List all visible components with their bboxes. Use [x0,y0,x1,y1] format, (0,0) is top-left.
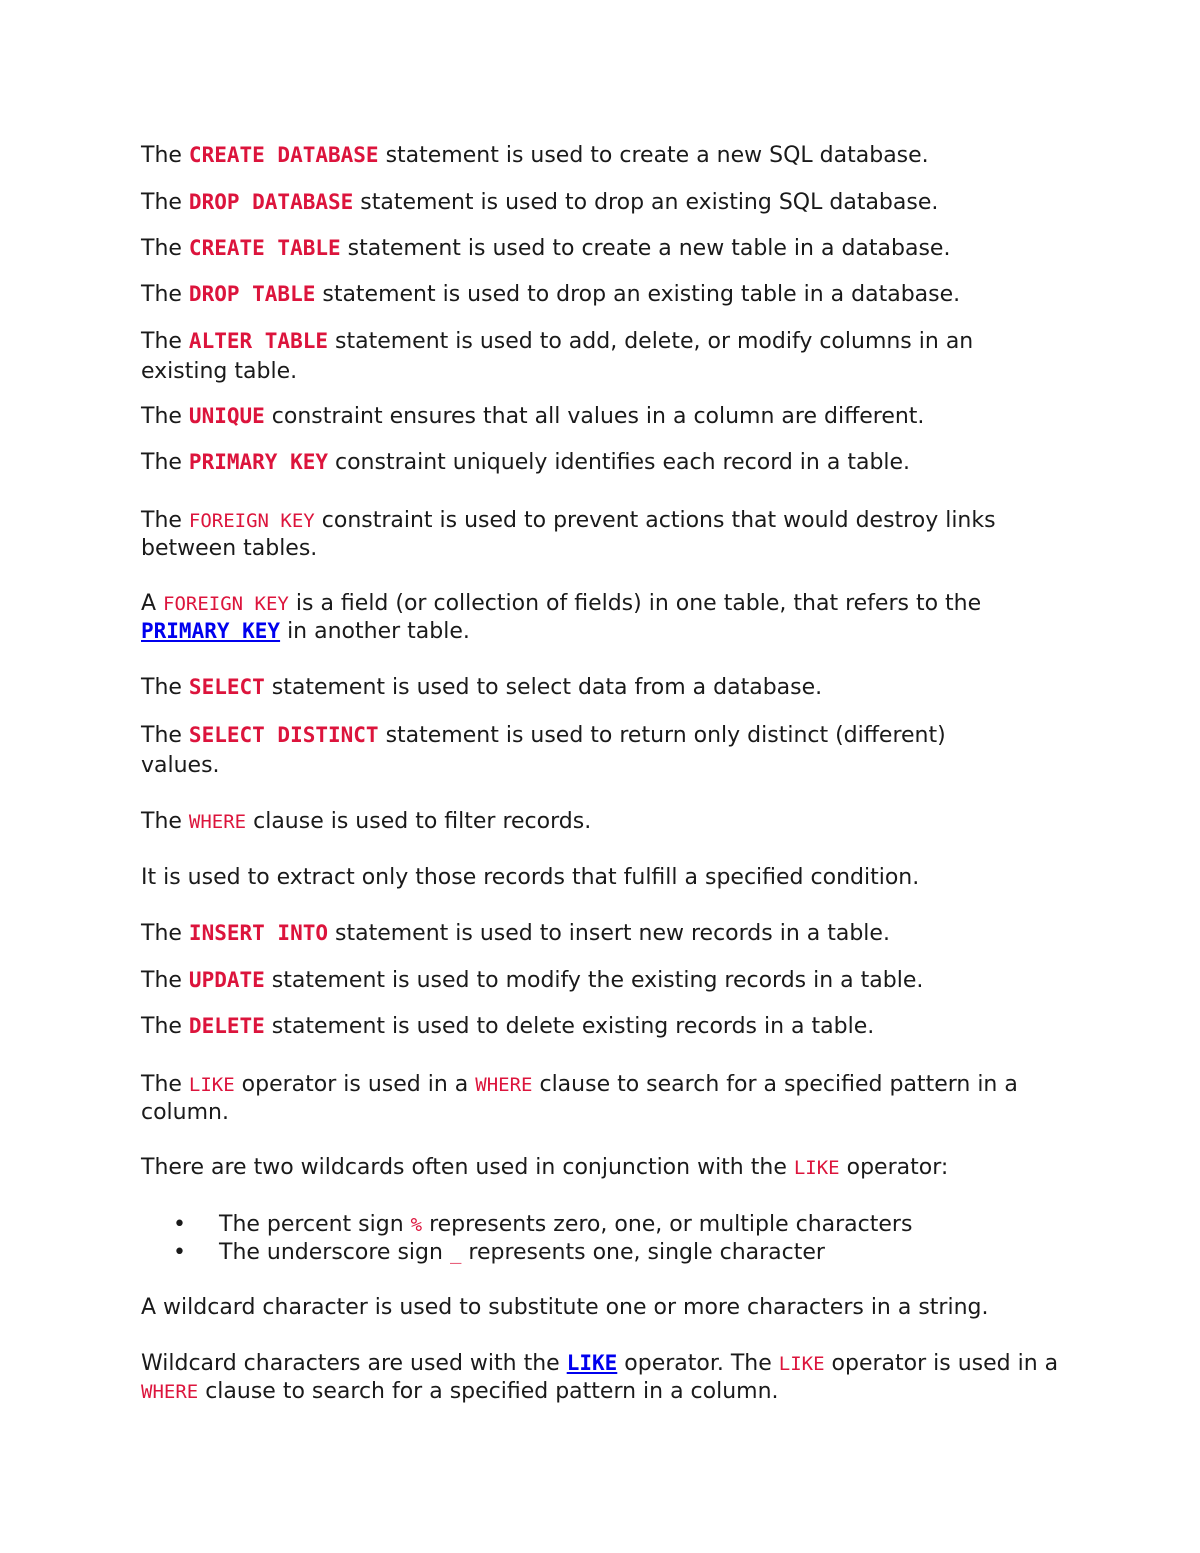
text: represents zero, one, or multiple characters [422,1212,913,1237]
text: There are two wildcards often used in conjunction with the [141,1155,794,1180]
text: constraint ensures that all values in a column are different. [264,404,925,429]
text: The [141,404,189,429]
paragraph-update [141,966,1061,995]
keyword-drop-table: DROP TABLE [188,282,316,306]
text: statement is used to modify the existing records in a table. [264,968,924,993]
keyword-update: UPDATE [188,968,265,992]
paragraph-alter-table [141,326,1031,387]
paragraph-unique [141,402,1061,431]
text: statement is used to drop an existing table in a database. [315,282,961,307]
list-item [141,1211,1061,1239]
text: represents one, single character [461,1240,825,1265]
paragraph-like-operator [141,1071,1061,1126]
text: The [141,236,189,261]
paragraph-primary-key [141,448,1061,477]
text: clause to search for a specified pattern in a column. [141,1072,1018,1125]
text: The [141,968,189,993]
paragraph-select [141,673,1061,702]
keyword-like: LIKE [188,1074,235,1096]
keyword-insert-into: INSERT INTO [188,921,328,945]
text: The [141,143,189,168]
text: operator. The [617,1351,779,1376]
text: clause to search for a specified pattern in a column. [198,1379,779,1404]
paragraph-wildcard-char: A wildcard character is used to substitute one or more characters in a string. [141,1295,989,1320]
paragraph-extract: It is used to extract only those records that fulfill a specified condition. [141,865,920,890]
text: The percent sign [219,1212,411,1237]
text: operator: [839,1155,949,1180]
primary-key-link[interactable]: PRIMARY KEY [141,619,281,643]
text: statement is used to select data from a database. [264,675,823,700]
paragraph-delete [141,1012,1061,1041]
paragraph-create-table [141,234,1061,263]
text: operator is used in a [824,1351,1059,1376]
paragraph-drop-database [141,188,1061,217]
keyword-create-table: CREATE TABLE [188,236,341,260]
text: The [141,921,189,946]
paragraph-drop-table [141,280,1061,309]
keyword-alter-table: ALTER TABLE [188,329,328,353]
paragraph-where [141,808,1061,836]
text: statement is used to create a new SQL database. [378,143,929,168]
text: is a field (or collection of fields) in one table, that refers to the [288,591,982,616]
paragraph-create-database [141,141,1061,170]
text: in another table. [280,619,470,644]
keyword-delete: DELETE [188,1014,265,1038]
keyword-unique: UNIQUE [188,404,265,428]
text: statement is used to insert new records in a table. [328,921,890,946]
keyword-foreign-key: FOREIGN KEY [188,510,315,532]
text: statement is used to create a new table in a database. [340,236,951,261]
keyword-select-distinct: SELECT DISTINCT [188,723,379,747]
text: statement is used to add, delete, or modify columns in an existing table. [141,329,974,384]
keyword-create-database: CREATE DATABASE [188,143,379,167]
keyword-where: WHERE [141,1381,199,1403]
paragraph-two-wildcards [141,1154,1061,1182]
text: The [141,809,189,834]
text: constraint uniquely identifies each record in a table. [328,450,911,475]
paragraph-foreign-key-field [141,590,991,645]
text: statement is used to return only distinct (different) values. [141,723,946,778]
keyword-where: WHERE [188,811,247,833]
text: The underscore sign [219,1240,450,1265]
keyword-where: WHERE [475,1074,533,1096]
wildcard-list [141,1211,1061,1267]
keyword-like: LIKE [793,1157,840,1179]
text: A [141,591,164,616]
text: The [141,675,189,700]
list-item [141,1239,1061,1267]
keyword-drop-database: DROP DATABASE [188,190,354,214]
keyword-like: LIKE [778,1353,825,1375]
bullet-icon: • [173,1212,186,1237]
text: operator is used in a [234,1072,476,1097]
text: statement is used to delete existing records in a table. [264,1014,875,1039]
text: The [141,1014,189,1039]
keyword-select: SELECT [188,675,265,699]
text: The [141,329,189,354]
paragraph-insert-into [141,919,1061,948]
like-link[interactable]: LIKE [566,1351,618,1375]
paragraph-wildcard-like [141,1349,1061,1406]
text: The [141,282,189,307]
paragraph-select-distinct [141,720,1016,781]
paragraph-foreign-key-constraint [141,507,1041,562]
keyword-underscore: _ [449,1242,462,1264]
text: The [141,508,189,533]
keyword-primary-key: PRIMARY KEY [188,450,328,474]
text: clause is used to filter records. [246,809,592,834]
text: The [141,190,189,215]
keyword-foreign-key: FOREIGN KEY [163,593,289,615]
text: constraint is used to prevent actions that would destroy links between tables. [141,508,996,561]
text: The [141,723,189,748]
bullet-icon: • [173,1240,186,1265]
text: The [141,1072,189,1097]
text: statement is used to drop an existing SQL database. [353,190,939,215]
text: The [141,450,189,475]
text: Wildcard characters are used with the [141,1351,567,1376]
keyword-percent: % [410,1214,423,1236]
